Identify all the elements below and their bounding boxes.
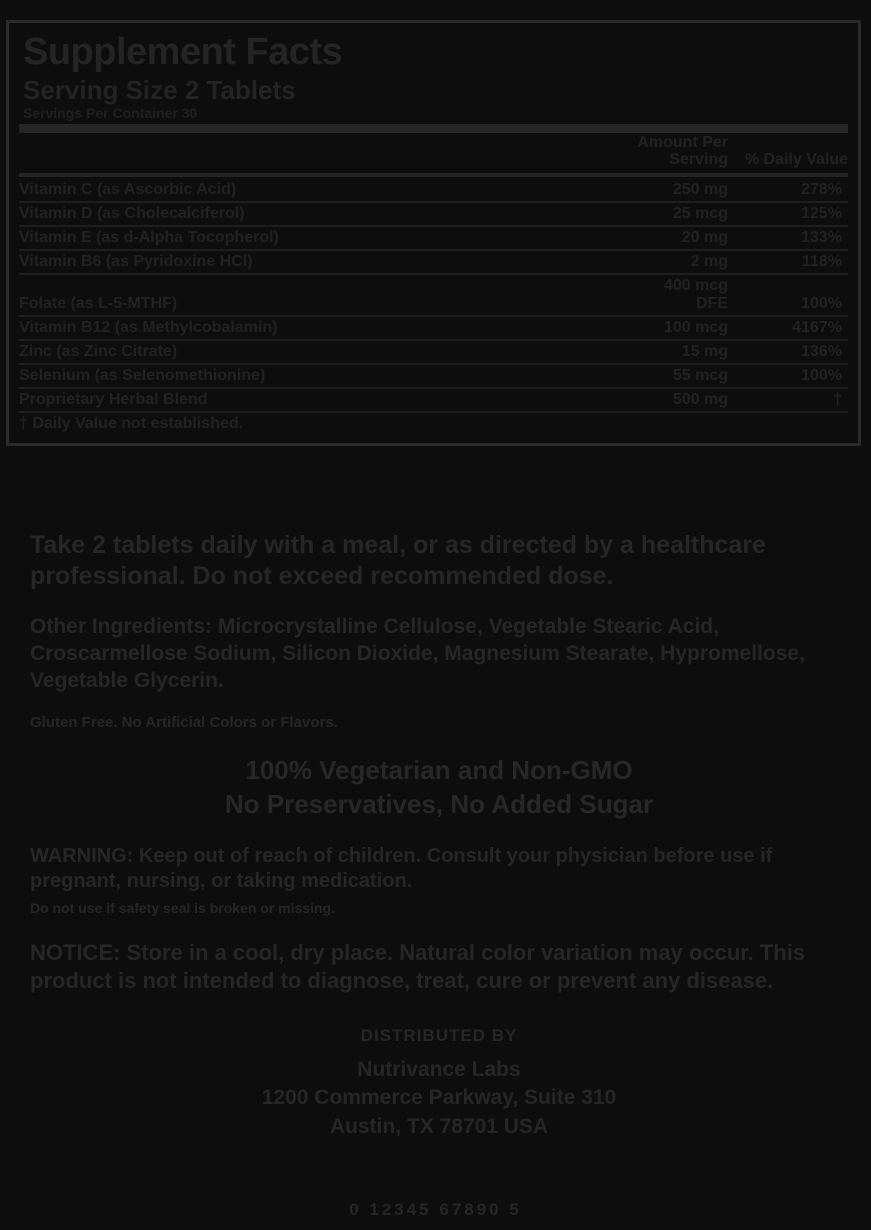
nutrient-daily-value: 100% (728, 364, 848, 388)
nutrient-name: Vitamin D (as Cholecalciferol) (19, 202, 633, 226)
nutrient-amount: 55 mcg (633, 364, 728, 388)
panel-title: Supplement Facts (23, 31, 343, 73)
nutrient-name: Vitamin C (as Ascorbic Acid) (19, 179, 633, 202)
table-row (19, 316, 848, 340)
divider-medium (19, 173, 848, 177)
warning-subtext: Do not use if safety seal is broken or missing. (30, 899, 335, 916)
nutrient-daily-value: 4167% (728, 316, 848, 340)
nutrient-amount: 500 mg (633, 388, 728, 412)
directions-text: Take 2 tablets daily with a meal, or as directed by a healthcare professional. Do not exceed recommended dose. (30, 531, 766, 591)
nutrient-amount: 15 mg (633, 340, 728, 364)
table-row (19, 202, 848, 226)
nutrient-daily-value: 133% (728, 226, 848, 250)
other-ingredients-text: Other Ingredients: Microcrystalline Cellulose, Vegetable Stearic Acid, Croscarmellose Sodium, Silicon Dioxide, Magnesium Stearate, Hypromellose, Vegetable Glycerin. (30, 614, 805, 693)
nutrient-amount: 400 mcg DFE (633, 274, 728, 316)
nutrient-amount: 20 mg (633, 226, 728, 250)
nutrient-daily-value: † (728, 388, 848, 412)
warning-text: WARNING: Keep out of reach of children. Consult your physician before use if pregnant, nursing, or taking medication. (30, 844, 773, 892)
barcode-number: 0 12345 67890 5 (349, 1200, 522, 1219)
label-body-copy (30, 530, 848, 1141)
notice-text: NOTICE: Store in a cool, dry place. Natural color variation may occur. This product is not intended to diagnose, treat, cure or prevent any disease. (30, 939, 806, 994)
nutrient-daily-value: 125% (728, 202, 848, 226)
brand-name: Nutrivance Labs (357, 1057, 521, 1081)
nutrition-table (19, 133, 848, 435)
nutrient-amount: 25 mcg (633, 202, 728, 226)
distributed-by-label: DISTRIBUTED BY (360, 1025, 518, 1045)
table-row (19, 250, 848, 274)
nutrient-amount: 250 mg (633, 179, 728, 202)
table-header-row (19, 133, 848, 171)
daily-value-footnote: † Daily Value not established. (19, 414, 244, 432)
table-row (19, 179, 848, 202)
nutrient-daily-value: 136% (728, 340, 848, 364)
table-row (19, 340, 848, 364)
nutrient-name: Folate (as L-5-MTHF) (19, 274, 633, 316)
nutrient-daily-value: 118% (728, 250, 848, 274)
nutrient-name: Vitamin E (as d-Alpha Tocopherol) (19, 226, 633, 250)
table-row (19, 388, 848, 412)
nutrient-amount: 100 mcg (633, 316, 728, 340)
nutrient-name: Vitamin B12 (as Methylcobalamin) (19, 316, 633, 340)
nutrient-daily-value: 278% (728, 179, 848, 202)
serving-size: Serving Size 2 Tablets (23, 75, 296, 105)
nutrient-name: Selenium (as Selenomethionine) (19, 364, 633, 388)
nutrient-name: Proprietary Herbal Blend (19, 388, 633, 412)
servings-per-container: Servings Per Container 30 (23, 105, 198, 121)
claim-line-2: No Preservatives, No Added Sugar (224, 789, 654, 820)
table-row (19, 364, 848, 388)
divider-thick (19, 124, 848, 133)
table-row (19, 274, 848, 316)
free-from-text: Gluten Free. No Artificial Colors or Flavors. (30, 714, 338, 732)
brand-address-line-1: 1200 Commerce Parkway, Suite 310 (261, 1086, 617, 1110)
claim-line-1: 100% Vegetarian and Non-GMO (245, 755, 633, 786)
nutrient-amount: 2 mg (633, 250, 728, 274)
claim-block (30, 754, 848, 822)
table-row (19, 226, 848, 250)
nutrient-name: Zinc (as Zinc Citrate) (19, 340, 633, 364)
brand-address-line-2: Austin, TX 78701 USA (329, 1114, 549, 1138)
header-nutrient (19, 133, 633, 171)
supplement-facts-panel (6, 20, 861, 446)
header-amount: Amount Per Serving (637, 134, 728, 168)
nutrient-daily-value: 100% (728, 274, 848, 316)
footnote-row (19, 412, 848, 435)
nutrient-name: Vitamin B6 (as Pyridoxine HCl) (19, 250, 633, 274)
manufacturer-block (30, 1026, 848, 1141)
header-daily-value: % Daily Value (744, 150, 848, 168)
